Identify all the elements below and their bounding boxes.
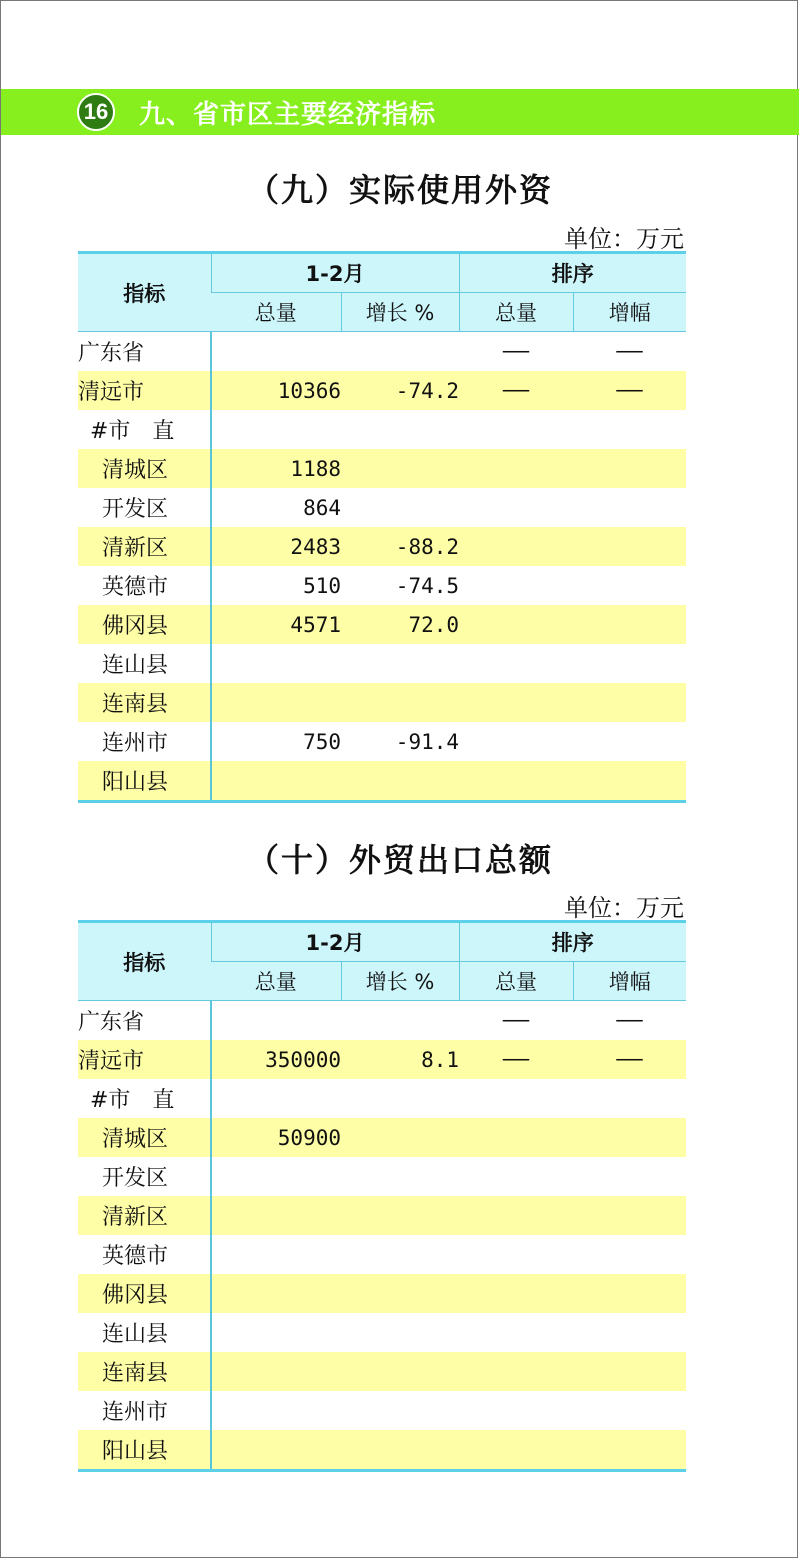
cell-rank-growth xyxy=(573,1157,686,1196)
table-row xyxy=(78,527,686,566)
header-growth: 增长 % xyxy=(341,293,459,332)
table-row xyxy=(78,1235,686,1274)
table-row xyxy=(78,566,686,605)
cell-rank-growth xyxy=(573,722,686,761)
table-row xyxy=(78,371,686,410)
cell-growth xyxy=(341,449,459,488)
cell-total: 4571 xyxy=(211,605,341,644)
cell-rank-growth xyxy=(573,527,686,566)
cell-rank-growth xyxy=(573,488,686,527)
cell-rank-growth: —— xyxy=(573,371,686,410)
cell-rank-growth xyxy=(573,1274,686,1313)
cell-growth xyxy=(341,1430,459,1471)
cell-growth: -88.2 xyxy=(341,527,459,566)
cell-rank-growth xyxy=(573,1196,686,1235)
header-total: 总量 xyxy=(211,293,341,332)
cell-growth: -74.5 xyxy=(395,573,460,598)
row-name: 连南县 xyxy=(78,1352,211,1391)
row-name: 连山县 xyxy=(78,1313,211,1352)
cell-rank-total xyxy=(459,527,573,566)
row-name: 连州市 xyxy=(78,722,211,761)
cell-rank-growth xyxy=(573,1118,686,1157)
row-name: 广东省 xyxy=(78,1001,211,1041)
table-row xyxy=(78,1196,686,1235)
row-name: 清城区 xyxy=(78,449,211,488)
row-name: 清新区 xyxy=(78,1196,211,1235)
table-body xyxy=(78,1001,686,1471)
cell-total xyxy=(211,410,341,449)
cell-total: 50900 xyxy=(211,1118,341,1157)
cell-rank-growth xyxy=(573,605,686,644)
cell-total xyxy=(211,1430,341,1471)
header-rank: 排序 xyxy=(459,922,686,962)
row-name: 英德市 xyxy=(78,566,211,605)
cell-total xyxy=(211,1391,341,1430)
table-row xyxy=(78,1157,686,1196)
section-title-fdi: （九）实际使用外资 xyxy=(246,171,553,209)
table-row xyxy=(78,1079,686,1118)
table-row xyxy=(78,1274,686,1313)
cell-rank-growth: —— xyxy=(616,1008,643,1033)
cell-growth xyxy=(341,683,459,722)
chapter-header-bar xyxy=(1,89,799,135)
cell-rank-growth xyxy=(573,1352,686,1391)
cell-growth xyxy=(341,1157,459,1196)
table-row xyxy=(78,488,686,527)
data-table xyxy=(78,920,686,1472)
table-row xyxy=(78,1118,686,1157)
cell-rank-growth xyxy=(573,644,686,683)
cell-total xyxy=(211,1352,341,1391)
cell-growth xyxy=(341,1079,459,1118)
cell-rank-growth xyxy=(573,683,686,722)
cell-rank-total xyxy=(459,449,573,488)
header-indicator: 指标 xyxy=(78,253,211,332)
cell-rank-total xyxy=(459,644,573,683)
cell-rank-total xyxy=(459,1391,573,1430)
row-name: #市 直 xyxy=(78,1079,211,1118)
row-name: 佛冈县 xyxy=(78,1274,211,1313)
chapter-title: 九、省市区主要经济指标 xyxy=(139,99,437,130)
row-name: 清城区 xyxy=(78,1118,211,1157)
cell-total: 2483 xyxy=(211,527,341,566)
cell-total xyxy=(211,1235,341,1274)
cell-growth xyxy=(341,410,459,449)
cell-rank-total: —— xyxy=(502,339,530,364)
cell-total xyxy=(211,1079,341,1118)
row-name: 英德市 xyxy=(78,1235,211,1274)
table-row xyxy=(78,1352,686,1391)
cell-rank-total xyxy=(459,410,573,449)
cell-growth xyxy=(341,1235,459,1274)
cell-rank-total: —— xyxy=(459,371,573,410)
cell-growth xyxy=(341,644,459,683)
cell-total xyxy=(211,644,341,683)
cell-growth: 72.0 xyxy=(341,605,459,644)
header-rank-growth: 增幅 xyxy=(573,962,686,1001)
cell-total: 350000 xyxy=(211,1040,341,1079)
cell-rank-growth xyxy=(573,449,686,488)
table-row xyxy=(78,644,686,683)
cell-rank-total xyxy=(459,1157,573,1196)
cell-total xyxy=(211,683,341,722)
data-table xyxy=(78,251,686,803)
header-rank-total: 总量 xyxy=(459,962,573,1001)
cell-rank-total xyxy=(459,1313,573,1352)
row-name: 阳山县 xyxy=(78,761,211,802)
cell-growth xyxy=(341,1313,459,1352)
table-row xyxy=(78,1001,686,1041)
cell-rank-growth xyxy=(573,566,686,605)
row-name: 清远市 xyxy=(78,1040,211,1079)
header-total: 总量 xyxy=(211,962,341,1001)
cell-growth xyxy=(341,1391,459,1430)
header-period: 1-2月 xyxy=(211,253,459,293)
table-row xyxy=(78,1391,686,1430)
cell-rank-total xyxy=(459,1235,573,1274)
table-row xyxy=(78,722,686,761)
row-name: 阳山县 xyxy=(78,1430,211,1471)
cell-growth: -74.2 xyxy=(341,371,459,410)
cell-rank-total xyxy=(459,722,573,761)
header-growth: 增长 % xyxy=(341,962,459,1001)
cell-rank-total xyxy=(459,1430,573,1471)
table-body xyxy=(78,332,686,802)
cell-growth xyxy=(341,1274,459,1313)
cell-rank-total xyxy=(459,1352,573,1391)
header-rank-total: 总量 xyxy=(459,293,573,332)
cell-rank-growth xyxy=(573,761,686,802)
cell-rank-total xyxy=(459,488,573,527)
row-name: 连南县 xyxy=(78,683,211,722)
cell-rank-total: —— xyxy=(459,1040,573,1079)
cell-total xyxy=(211,1157,341,1196)
table-row xyxy=(78,449,686,488)
cell-rank-total xyxy=(459,761,573,802)
cell-rank-growth xyxy=(573,1235,686,1274)
cell-total xyxy=(211,1274,341,1313)
cell-rank-total xyxy=(459,683,573,722)
table-row xyxy=(78,761,686,802)
row-name: 清新区 xyxy=(78,527,211,566)
cell-rank-growth xyxy=(573,1391,686,1430)
cell-rank-total xyxy=(459,1079,573,1118)
row-name: 清远市 xyxy=(78,371,211,410)
header-indicator: 指标 xyxy=(78,922,211,1001)
cell-rank-growth xyxy=(573,410,686,449)
unit-label-fdi: 单位：万元 xyxy=(564,225,684,253)
table-row xyxy=(78,1313,686,1352)
row-name: #市 直 xyxy=(78,410,211,449)
cell-total xyxy=(211,1001,341,1041)
table-row xyxy=(78,1040,686,1079)
row-name: 佛冈县 xyxy=(78,605,211,644)
cell-total xyxy=(211,1313,341,1352)
cell-rank-growth xyxy=(573,1313,686,1352)
table-exports xyxy=(78,920,686,1472)
cell-rank-total xyxy=(459,605,573,644)
cell-growth xyxy=(341,761,459,802)
cell-total: 1188 xyxy=(211,449,341,488)
cell-growth xyxy=(341,1196,459,1235)
cell-rank-growth xyxy=(573,1430,686,1471)
table-row xyxy=(78,410,686,449)
section-title-exports: （十）外贸出口总额 xyxy=(246,841,553,879)
cell-growth xyxy=(341,1118,459,1157)
row-name: 连山县 xyxy=(78,644,211,683)
row-name: 连州市 xyxy=(78,1391,211,1430)
cell-growth xyxy=(341,1001,459,1041)
cell-growth xyxy=(341,488,459,527)
table-row xyxy=(78,683,686,722)
cell-rank-growth: —— xyxy=(616,339,643,364)
table-row xyxy=(78,605,686,644)
cell-rank-total xyxy=(459,566,573,605)
cell-growth xyxy=(341,332,459,372)
row-name: 广东省 xyxy=(78,332,211,372)
cell-total xyxy=(211,1196,341,1235)
cell-total: 510 xyxy=(303,573,341,598)
header-rank-growth: 增幅 xyxy=(573,293,686,332)
cell-rank-total: —— xyxy=(502,1008,530,1033)
cell-rank-growth: —— xyxy=(573,1040,686,1079)
row-name: 开发区 xyxy=(78,1157,211,1196)
cell-growth xyxy=(341,1352,459,1391)
unit-label-exports: 单位：万元 xyxy=(564,894,684,922)
cell-growth: 8.1 xyxy=(341,1040,459,1079)
table-fdi xyxy=(78,251,686,803)
header-rank: 排序 xyxy=(459,253,686,293)
cell-total: 750 xyxy=(303,729,341,754)
cell-total xyxy=(211,332,341,372)
cell-rank-growth xyxy=(573,1079,686,1118)
row-name: 开发区 xyxy=(78,488,211,527)
table-row xyxy=(78,332,686,372)
cell-total: 10366 xyxy=(211,371,341,410)
cell-growth: -91.4 xyxy=(395,729,460,754)
cell-total xyxy=(211,761,341,802)
header-period: 1-2月 xyxy=(211,922,459,962)
table-row xyxy=(78,1430,686,1471)
cell-rank-total xyxy=(459,1274,573,1313)
page-number-badge: 16 xyxy=(77,93,115,131)
cell-rank-total xyxy=(459,1118,573,1157)
cell-rank-total xyxy=(459,1196,573,1235)
cell-total: 864 xyxy=(303,495,341,520)
